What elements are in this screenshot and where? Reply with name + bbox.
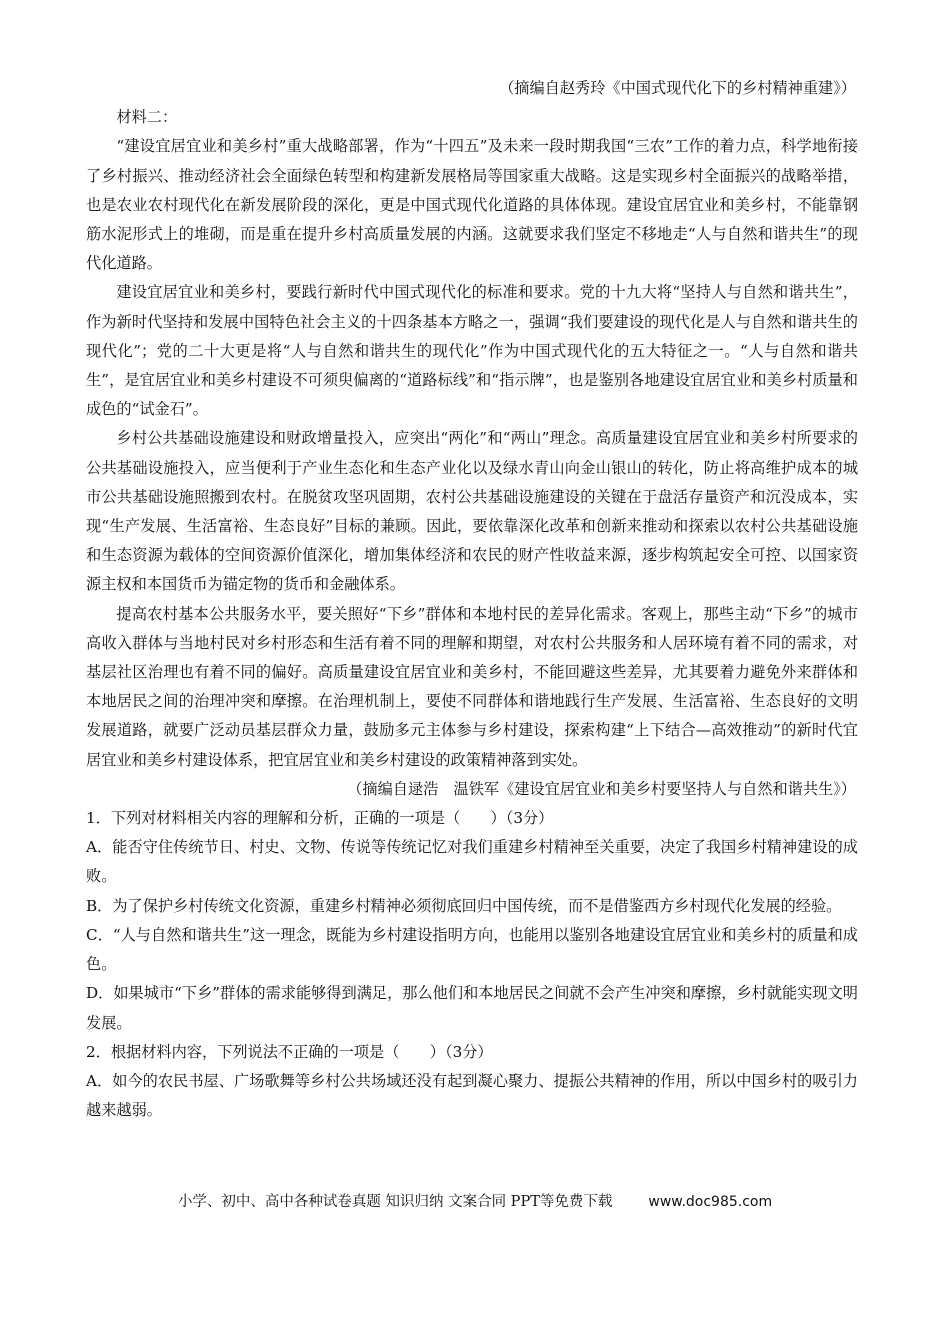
- question-1-option-b: B．为了保护乡村传统文化资源，重建乡村精神必须彻底回归中国传统，而不是借鉴西方乡村现代化发展的经验。: [86, 896, 842, 915]
- question-1-option-d: D．如果城市“下乡”群体的需求能够得到满足，那么他们和本地居民之间就不会产生冲突和摩擦，乡村就能实现文明发展。: [86, 984, 858, 1032]
- question-2: [86, 1038, 858, 1126]
- source-citation-2: （摘编自逯浩 温铁军《建设宜居宜业和美乡村要坚持人与自然和谐共生》）: [347, 779, 856, 798]
- paragraph-2: 建设宜居宜业和美乡村，要践行新时代中国式现代化的标准和要求。党的十九大将“坚持人与自然和谐共生”，作为新时代坚持和发展中国特色社会主义的十四条基本方略之一，强调“我们要建设的现代化是人与自然和谐共生的现代化”；党的二十大更是将“人与自然和谐共生的现代化”作为中国式现代化的五大特征之一。“人与自然和谐共生”，是宜居宜业和美乡村建设不可须臾偏离的“道路标线”和“指示牌”，也是鉴别各地建设宜居宜业和美乡村质量和成色的“试金石”。: [86, 283, 858, 419]
- question-1: [86, 804, 858, 1038]
- question-2-stem: 2．根据材料内容，下列说法不正确的一项是（ ）（3分）: [86, 1042, 493, 1061]
- paragraph-4: 提高农村基本公共服务水平，要关照好“下乡”群体和本地村民的差异化需求。客观上，那些主动“下乡”的城市高收入群体与当地村民对乡村形态和生活有着不同的理解和期望，对农村公共服务和人居环境有着不同的需求，对基层社区治理也有着不同的偏好。高质量建设宜居宜业和美乡村，不能回避这些差异，尤其要着力避免外来群体和本地居民之间的治理冲突和摩擦。在治理机制上，要使不同群体和谐地践行生产发展、生活富裕、生态良好的文明发展道路，就要广泛动员基层群众力量，鼓励多元主体参与乡村建设，探索构建“上下结合—高效推动”的新时代宜居宜业和美乡村建设体系，把宜居宜业和美乡村建设的政策精神落到实处。: [86, 604, 858, 769]
- question-2-option-a: A．如今的农民书屋、广场歌舞等乡村公共场域还没有起到凝心聚力、提振公共精神的作用，所以中国乡村的吸引力越来越弱。: [86, 1071, 858, 1120]
- material-2-label: 材料二：: [116, 108, 178, 127]
- source-citation-1: （摘编自赵秀玲《中国式现代化下的乡村精神重建》）: [499, 79, 856, 97]
- footer-url[interactable]: www.doc985.com: [648, 1194, 773, 1210]
- footer-text: 小学、初中、高中各种试卷真题 知识归纳 文案合同 PPT等免费下载: [177, 1194, 613, 1210]
- question-1-option-c: C．“人与自然和谐共生”这一理念，既能为乡村建设指明方向，也能用以鉴别各地建设宜居宜业和美乡村的质量和成色。: [86, 925, 858, 974]
- document-content: [86, 74, 858, 1125]
- question-1-option-a: A．能否守住传统节日、村史、文物、传说等传统记忆对我们重建乡村精神至关重要，决定了我国乡村精神建设的成败。: [86, 838, 858, 886]
- paragraph-1: “建设宜居宜业和美乡村”重大战略部署，作为“十四五”及未来一段时期我国“三农”工作的着力点，科学地衔接了乡村振兴、推动经济社会全面绿色转型和构建新发展格局等国家重大战略。这是实现乡村全面振兴的战略举措，也是农业农村现代化在新发展阶段的深化，更是中国式现代化道路的具体体现。建设宜居宜业和美乡村，不能靠钢筋水泥形式上的堆砌，而是重在提升乡村高质量发展的内涵。这就要求我们坚定不移地走“人与自然和谐共生”的现代化道路。: [86, 137, 858, 273]
- paragraph-3: 乡村公共基础设施建设和财政增量投入，应突出“两化”和“两山”理念。高质量建设宜居宜业和美乡村所要求的公共基础设施投入，应当便利于产业生态化和生态产业化以及绿水青山向金山银山的转化，防止将高维护成本的城市公共基础设施照搬到农村。在脱贫攻坚巩固期，农村公共基础设施建设的关键在于盘活存量资产和沉没成本，实现“生产发展、生活富裕、生态良好”目标的兼顾。因此，要依靠深化改革和创新来推动和探索以农村公共基础设施和生态资源为载体的空间资源价值深化，增加集体经济和农民的财产性收益来源，逐步构筑起安全可控、以国家资源主权和本国货币为锚定物的货币和金融体系。: [86, 429, 858, 594]
- page-footer: [0, 1190, 950, 1211]
- question-1-stem: 1．下列对材料相关内容的理解和分析，正确的一项是（ ）（3分）: [86, 809, 554, 828]
